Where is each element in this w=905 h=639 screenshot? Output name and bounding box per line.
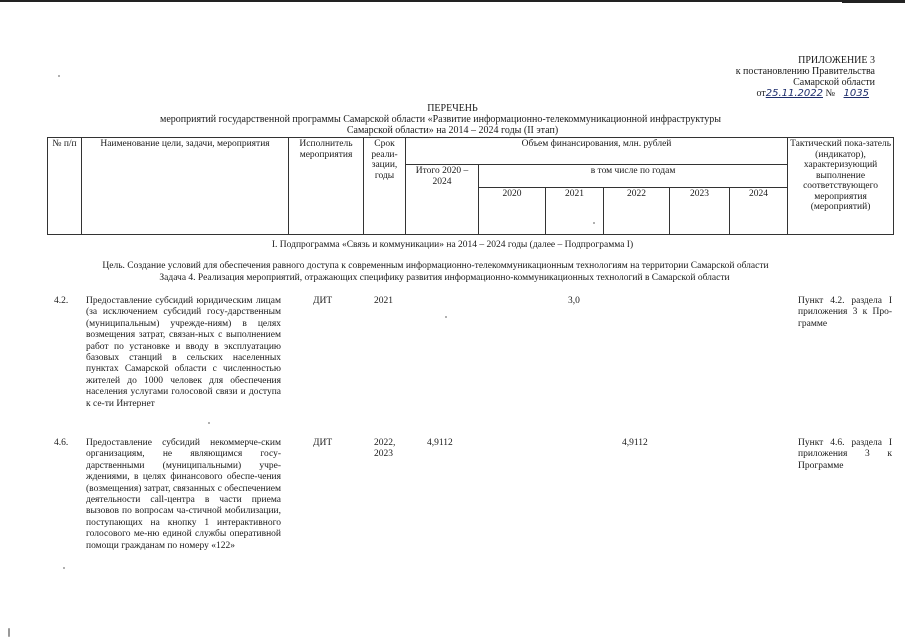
header-table [47,137,894,235]
row-term: 2022, 2023 [374,438,396,460]
scan-top-edge [0,0,905,2]
header-year-2024: 2024 [730,188,788,235]
row-number: 4.6. [54,438,69,448]
header-num: № п/п [48,138,82,235]
annex-date-line [736,88,875,99]
scan-corner-mark [842,0,905,3]
row-value-2021: 3,0 [568,296,580,306]
header-year-2022: 2022 [604,188,670,235]
annex-line2: к постановлению Правительства [735,66,875,77]
subprogram-heading: I. Подпрограмма «Связь и коммуникации» на 2014 – 2024 годы (далее – Подпрограмма I) [271,240,634,250]
row-number: 4.2. [54,296,69,306]
document-subtitle: мероприятий государственной программы Самарской области «Развитие информационно-телекоммуникационной инфраструктуры [160,114,721,125]
number-prefix: № [825,88,836,99]
row-total: 4,9112 [427,438,453,448]
handwritten-number: 1035 [843,88,869,99]
scan-speck [208,422,210,424]
goal-heading: Цель. Создание условий для обеспечения равного доступа к современным информационно-телекоммуникационным технологиям на территории Самарской области [102,261,769,271]
annex-line3: Самарской области [793,77,875,88]
row-indicator: Пункт 4.6. раздела I приложения 3 к Программе [798,438,892,471]
row-executor: ДИТ [313,296,333,306]
scan-speck [63,567,65,569]
document-subtitle-2: Самарской области» на 2014 – 2024 годы (II этап) [346,125,559,136]
task-heading: Задача 4. Реализация мероприятий, отражающих специфику развития информационно-коммуникационных технологий в Самарской области [159,273,730,283]
row-name: Предоставление субсидий некоммерче-ским организациям, не являющимся госу-дарственными (муниципальными) учре-ждениями, в целях финансового обеспе-чения (возмещения) затрат, связанных с обеспечением деятельности call-центра в части приема вызовов по вопросам ча-стичной мобилизации, поступающих на кнопку 1 интерактивного голосового ме-ню единой службы оперативной помощи гражданам по номеру «122» [86,438,281,551]
scan-speck [445,316,447,318]
row-name: Предоставление субсидий юридическим лицам (за исключением субсидий госу-дарственным (муниципальным) учрежде-ниям) в целях возмещения затрат, связан-ных с выполнением работ по установке и вводу в эксплуатацию базовых станций в сельских населенных пунктах Самарской области с численностью жителей до 1000 человек для обеспечения населения услугами голосовой связи и доступа к се-ти Интернет [86,296,281,409]
header-total: Итого 2020 – 2024 [406,165,479,235]
header-term: Срок реали-зации, годы [364,138,406,235]
header-year-2021: 2021 [546,188,604,235]
header-year-2023: 2023 [670,188,730,235]
header-by-years: в том числе по годам [479,165,788,188]
scan-speck [593,222,595,224]
row-indicator: Пункт 4.2. раздела I приложения 3 к Про-грамме [798,296,892,329]
annex-block [736,55,875,99]
row-executor: ДИТ [313,438,333,448]
header-name: Наименование цели, задачи, мероприятия [82,138,289,235]
header-indicator: Тактический пока-затель (индикатор), характеризующий выполнение соответствующего мероприятия (мероприятий) [788,138,894,235]
document-title: ПЕРЕЧЕНЬ [427,103,478,114]
handwritten-date: 25.11.2022 [765,88,823,99]
scan-speck [58,75,60,77]
header-executor: Исполнитель мероприятия [289,138,364,235]
header-financing: Объем финансирования, млн. рублей [406,138,788,165]
annex-title: ПРИЛОЖЕНИЕ 3 [798,55,875,66]
date-prefix: от [756,88,766,99]
scan-speck [8,628,10,637]
header-year-2020: 2020 [479,188,546,235]
row-value-2022: 4,9112 [622,438,648,448]
row-term: 2021 [374,296,393,306]
